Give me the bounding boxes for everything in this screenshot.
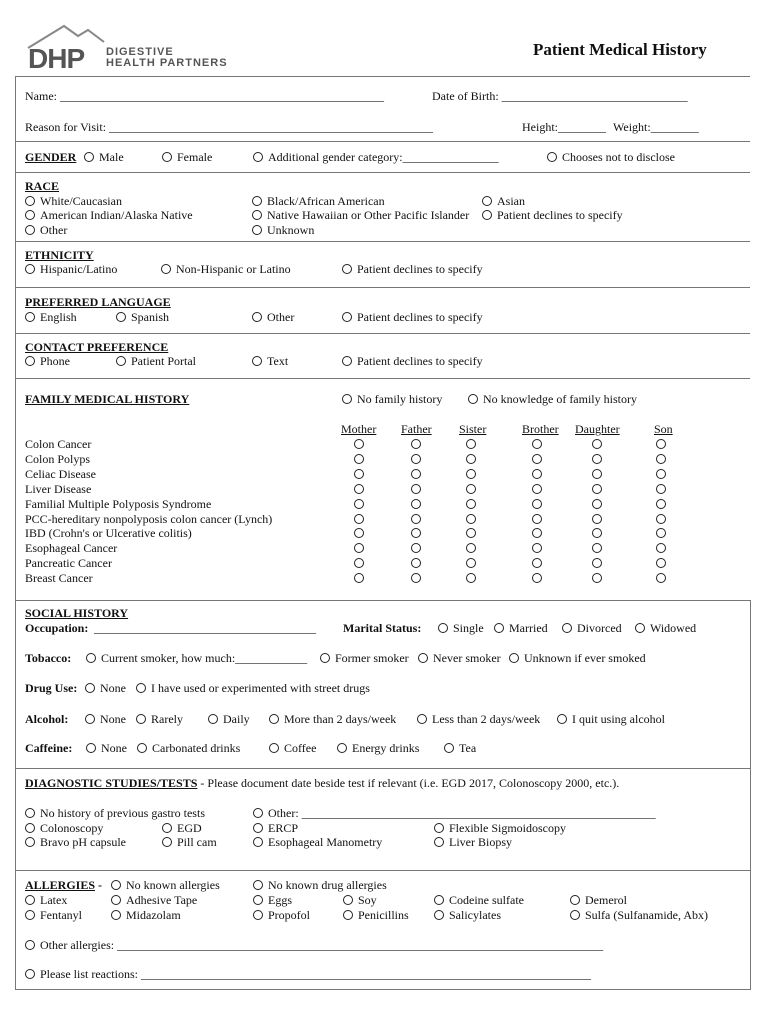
tobacco-label: Tobacco: xyxy=(25,651,72,665)
family-sister-radio[interactable] xyxy=(466,558,476,568)
tobacco-former-radio[interactable]: Former smoker xyxy=(320,651,409,665)
diag-pillcam-radio[interactable]: Pill cam xyxy=(162,835,217,849)
tobacco-current-radio[interactable]: Current smoker, how much:____________ xyxy=(86,651,307,665)
family-condition-label: Colon Polyps xyxy=(25,452,91,466)
race-black-radio[interactable]: Black/African American xyxy=(252,194,385,208)
allergy-fentanyl-radio[interactable]: Fentanyl xyxy=(25,908,82,922)
allergy-latex-radio[interactable]: Latex xyxy=(25,893,67,907)
col-sister: Sister xyxy=(459,422,487,436)
family-father-radio[interactable] xyxy=(411,573,421,583)
diagnostic-heading xyxy=(25,776,619,790)
allergy-penicillins-radio[interactable]: Penicillins xyxy=(343,908,409,922)
allergy-codeine-radio[interactable]: Codeine sulfate xyxy=(434,893,524,907)
family-daughter-radio[interactable] xyxy=(592,499,602,509)
family-mother-radio[interactable] xyxy=(354,543,364,553)
family-daughter-radio[interactable] xyxy=(592,439,602,449)
alcohol-daily-radio[interactable]: Daily xyxy=(208,712,250,726)
logo-line2: HEALTH PARTNERS xyxy=(106,57,228,69)
allergy-midazolam-radio[interactable]: Midazolam xyxy=(111,908,181,922)
family-daughter-radio[interactable] xyxy=(592,528,602,538)
family-son-radio[interactable] xyxy=(656,499,666,509)
family-daughter-radio[interactable] xyxy=(592,573,602,583)
family-sister-radio[interactable] xyxy=(466,543,476,553)
drug-none-radio[interactable]: None xyxy=(85,681,126,695)
diag-no-history-radio[interactable]: No history of previous gastro tests xyxy=(25,806,205,820)
diag-colonoscopy-radio[interactable]: Colonoscopy xyxy=(25,821,103,835)
family-brother-radio[interactable] xyxy=(532,543,542,553)
name-field[interactable]: Name: ______________________________________________________ xyxy=(25,89,384,103)
alcohol-more-than-2-radio[interactable]: More than 2 days/week xyxy=(269,712,396,726)
alcohol-rarely-radio[interactable]: Rarely xyxy=(136,712,183,726)
family-mother-radio[interactable] xyxy=(354,484,364,494)
allergies-label: ALLERGIES xyxy=(25,878,96,892)
family-condition-label: Breast Cancer xyxy=(25,571,93,585)
family-condition-label: Colon Cancer xyxy=(25,437,92,451)
family-daughter-radio[interactable] xyxy=(592,454,602,464)
family-condition-label: Liver Disease xyxy=(25,482,92,496)
reason-field[interactable]: Reason for Visit: ______________________________________________________ xyxy=(25,120,434,134)
contact-decline-radio[interactable]: Patient declines to specify xyxy=(342,354,483,368)
diagnostic-label: DIAGNOSTIC STUDIES/TESTS xyxy=(25,776,198,790)
marital-single-radio[interactable]: Single xyxy=(438,621,484,635)
family-father-radio[interactable] xyxy=(411,558,421,568)
gender-decline-radio[interactable]: Chooses not to disclose xyxy=(547,150,675,164)
occupation-field[interactable]: _____________________________________ xyxy=(94,621,316,635)
diag-egd-radio[interactable]: EGD xyxy=(162,821,202,835)
tobacco-unknown-radio[interactable]: Unknown if ever smoked xyxy=(509,651,646,665)
allergy-no-drug-radio[interactable]: No known drug allergies xyxy=(253,878,387,892)
page-title: Patient Medical History xyxy=(533,40,707,59)
race-native-american-radio[interactable]: American Indian/Alaska Native xyxy=(25,208,193,222)
family-sister-radio[interactable] xyxy=(466,499,476,509)
race-decline-radio[interactable]: Patient declines to specify xyxy=(482,208,623,222)
contact-text-radio[interactable]: Text xyxy=(252,354,288,368)
allergy-propofol-radio[interactable]: Propofol xyxy=(253,908,310,922)
family-mother-radio[interactable] xyxy=(354,454,364,464)
family-son-radio[interactable] xyxy=(656,484,666,494)
family-mother-radio[interactable] xyxy=(354,558,364,568)
weight-field[interactable]: Weight:________ xyxy=(613,120,699,134)
family-no-history-radio[interactable]: No family history xyxy=(342,392,442,406)
alcohol-label: Alcohol: xyxy=(25,712,69,726)
family-son-radio[interactable] xyxy=(656,439,666,449)
dob-field[interactable]: Date of Birth: _______________________________ xyxy=(432,89,688,103)
family-no-knowledge-radio[interactable]: No knowledge of family history xyxy=(468,392,637,406)
family-mother-radio[interactable] xyxy=(354,514,364,524)
race-white-radio[interactable]: White/Caucasian xyxy=(25,194,122,208)
gender-label: GENDER xyxy=(25,150,77,164)
allergies-dash: - xyxy=(95,878,103,892)
diag-bravo-radio[interactable]: Bravo pH capsule xyxy=(25,835,126,849)
family-son-radio[interactable] xyxy=(656,543,666,553)
alcohol-none-radio[interactable]: None xyxy=(85,712,126,726)
family-father-radio[interactable] xyxy=(411,528,421,538)
family-father-radio[interactable] xyxy=(411,543,421,553)
family-condition-label: Pancreatic Cancer xyxy=(25,556,112,570)
family-daughter-radio[interactable] xyxy=(592,469,602,479)
family-condition-label: PCC-hereditary nonpolyposis colon cancer (Lynch) xyxy=(25,512,273,526)
family-daughter-radio[interactable] xyxy=(592,543,602,553)
diag-ercp-radio[interactable]: ERCP xyxy=(253,821,298,835)
col-mother: Mother xyxy=(341,422,377,436)
family-father-radio[interactable] xyxy=(411,514,421,524)
family-daughter-radio[interactable] xyxy=(592,558,602,568)
family-brother-radio[interactable] xyxy=(532,528,542,538)
contact-phone-radio[interactable]: Phone xyxy=(25,354,70,368)
family-son-radio[interactable] xyxy=(656,573,666,583)
family-son-radio[interactable] xyxy=(656,454,666,464)
family-mother-radio[interactable] xyxy=(354,469,364,479)
marital-label: Marital Status: xyxy=(343,621,422,635)
reactions-field[interactable]: Please list reactions: ___________________________________________________________________________ xyxy=(25,967,591,981)
social-history-label: SOCIAL HISTORY xyxy=(25,606,129,620)
family-mother-radio[interactable] xyxy=(354,573,364,583)
family-brother-radio[interactable] xyxy=(532,573,542,583)
family-father-radio[interactable] xyxy=(411,499,421,509)
col-son: Son xyxy=(654,422,673,436)
marital-divorced-radio[interactable]: Divorced xyxy=(562,621,622,635)
diag-manometry-radio[interactable]: Esophageal Manometry xyxy=(253,835,382,849)
family-brother-radio[interactable] xyxy=(532,499,542,509)
caffeine-coffee-radio[interactable]: Coffee xyxy=(269,741,316,755)
col-daughter: Daughter xyxy=(575,422,620,436)
family-son-radio[interactable] xyxy=(656,558,666,568)
language-label: PREFERRED LANGUAGE xyxy=(25,295,171,309)
marital-widowed-radio[interactable]: Widowed xyxy=(635,621,696,635)
race-pacific-islander-radio[interactable]: Native Hawaiian or Other Pacific Islander xyxy=(252,208,469,222)
logo-mark: DHP xyxy=(28,43,85,74)
language-english-radio[interactable]: English xyxy=(25,310,77,324)
family-mother-radio[interactable] xyxy=(354,439,364,449)
family-history-label: FAMILY MEDICAL HISTORY xyxy=(25,392,190,406)
family-brother-radio[interactable] xyxy=(532,439,542,449)
family-brother-radio[interactable] xyxy=(532,514,542,524)
family-daughter-radio[interactable] xyxy=(592,484,602,494)
family-brother-radio[interactable] xyxy=(532,558,542,568)
family-son-radio[interactable] xyxy=(656,528,666,538)
caffeine-tea-radio[interactable]: Tea xyxy=(444,741,476,755)
family-mother-radio[interactable] xyxy=(354,499,364,509)
race-label: RACE xyxy=(25,179,60,193)
col-brother: Brother xyxy=(522,422,559,436)
diag-liver-biopsy-radio[interactable]: Liver Biopsy xyxy=(434,835,512,849)
family-son-radio[interactable] xyxy=(656,469,666,479)
height-field[interactable]: Height:________ xyxy=(522,120,606,134)
family-father-radio[interactable] xyxy=(411,454,421,464)
drug-used-radio[interactable]: I have used or experimented with street drugs xyxy=(136,681,370,695)
language-decline-radio[interactable]: Patient declines to specify xyxy=(342,310,483,324)
family-brother-radio[interactable] xyxy=(532,454,542,464)
family-sister-radio[interactable] xyxy=(466,454,476,464)
language-spanish-radio[interactable]: Spanish xyxy=(116,310,169,324)
allergy-soy-radio[interactable]: Soy xyxy=(343,893,377,907)
contact-portal-radio[interactable]: Patient Portal xyxy=(116,354,196,368)
language-other-radio[interactable]: Other xyxy=(252,310,294,324)
caffeine-none-radio[interactable]: None xyxy=(86,741,127,755)
gender-male-radio[interactable]: Male xyxy=(84,150,124,164)
logo-line1: DIGESTIVE xyxy=(106,46,174,58)
family-daughter-radio[interactable] xyxy=(592,514,602,524)
caffeine-energy-radio[interactable]: Energy drinks xyxy=(337,741,419,755)
race-asian-radio[interactable]: Asian xyxy=(482,194,525,208)
ethnicity-non-hispanic-radio[interactable]: Non-Hispanic or Latino xyxy=(161,262,291,276)
allergy-eggs-radio[interactable]: Eggs xyxy=(253,893,292,907)
marital-married-radio[interactable]: Married xyxy=(494,621,548,635)
tobacco-never-radio[interactable]: Never smoker xyxy=(418,651,501,665)
family-sister-radio[interactable] xyxy=(466,439,476,449)
diag-sigmoidoscopy-radio[interactable]: Flexible Sigmoidoscopy xyxy=(434,821,566,835)
allergy-demerol-radio[interactable]: Demerol xyxy=(570,893,627,907)
family-sister-radio[interactable] xyxy=(466,484,476,494)
family-brother-radio[interactable] xyxy=(532,484,542,494)
family-sister-radio[interactable] xyxy=(466,469,476,479)
family-condition-label: Familial Multiple Polyposis Syndrome xyxy=(25,497,212,511)
caffeine-carbonated-radio[interactable]: Carbonated drinks xyxy=(137,741,240,755)
family-condition-label: IBD (Crohn's or Ulcerative colitis) xyxy=(25,526,192,540)
diag-other-radio[interactable]: Other: ___________________________________________________________ xyxy=(253,806,656,820)
ethnicity-decline-radio[interactable]: Patient declines to specify xyxy=(342,262,483,276)
race-unknown-radio[interactable]: Unknown xyxy=(252,223,314,237)
family-sister-radio[interactable] xyxy=(466,514,476,524)
ethnicity-label: ETHNICITY xyxy=(25,248,94,262)
family-brother-radio[interactable] xyxy=(532,469,542,479)
allergy-sulfa-radio[interactable]: Sulfa (Sulfanamide, Abx) xyxy=(570,908,708,922)
contact-label: CONTACT PREFERENCE xyxy=(25,340,169,354)
gender-female-radio[interactable]: Female xyxy=(162,150,212,164)
allergies-heading xyxy=(25,878,102,892)
race-other-radio[interactable]: Other xyxy=(25,223,67,237)
family-condition-label: Esophageal Cancer xyxy=(25,541,118,555)
allergy-adhesive-radio[interactable]: Adhesive Tape xyxy=(111,893,197,907)
col-father: Father xyxy=(401,422,432,436)
family-son-radio[interactable] xyxy=(656,514,666,524)
diagnostic-note: - Please document date beside test if relevant (i.e. EGD 2017, Colonoscopy 2000, etc.). xyxy=(197,776,620,790)
other-allergies-field[interactable]: Other allergies: _________________________________________________________________________________ xyxy=(25,938,603,952)
family-sister-radio[interactable] xyxy=(466,573,476,583)
gender-additional-radio[interactable]: Additional gender category:________________ xyxy=(253,150,499,164)
drug-label: Drug Use: xyxy=(25,681,78,695)
allergy-none-radio[interactable]: No known allergies xyxy=(111,878,220,892)
family-father-radio[interactable] xyxy=(411,439,421,449)
family-father-radio[interactable] xyxy=(411,484,421,494)
ethnicity-hispanic-radio[interactable]: Hispanic/Latino xyxy=(25,262,117,276)
alcohol-less-than-2-radio[interactable]: Less than 2 days/week xyxy=(417,712,540,726)
family-father-radio[interactable] xyxy=(411,469,421,479)
alcohol-quit-radio[interactable]: I quit using alcohol xyxy=(557,712,665,726)
occupation-label: Occupation: xyxy=(25,621,89,635)
caffeine-label: Caffeine: xyxy=(25,741,73,755)
family-sister-radio[interactable] xyxy=(466,528,476,538)
family-condition-label: Celiac Disease xyxy=(25,467,96,481)
allergy-salicylates-radio[interactable]: Salicylates xyxy=(434,908,501,922)
family-mother-radio[interactable] xyxy=(354,528,364,538)
